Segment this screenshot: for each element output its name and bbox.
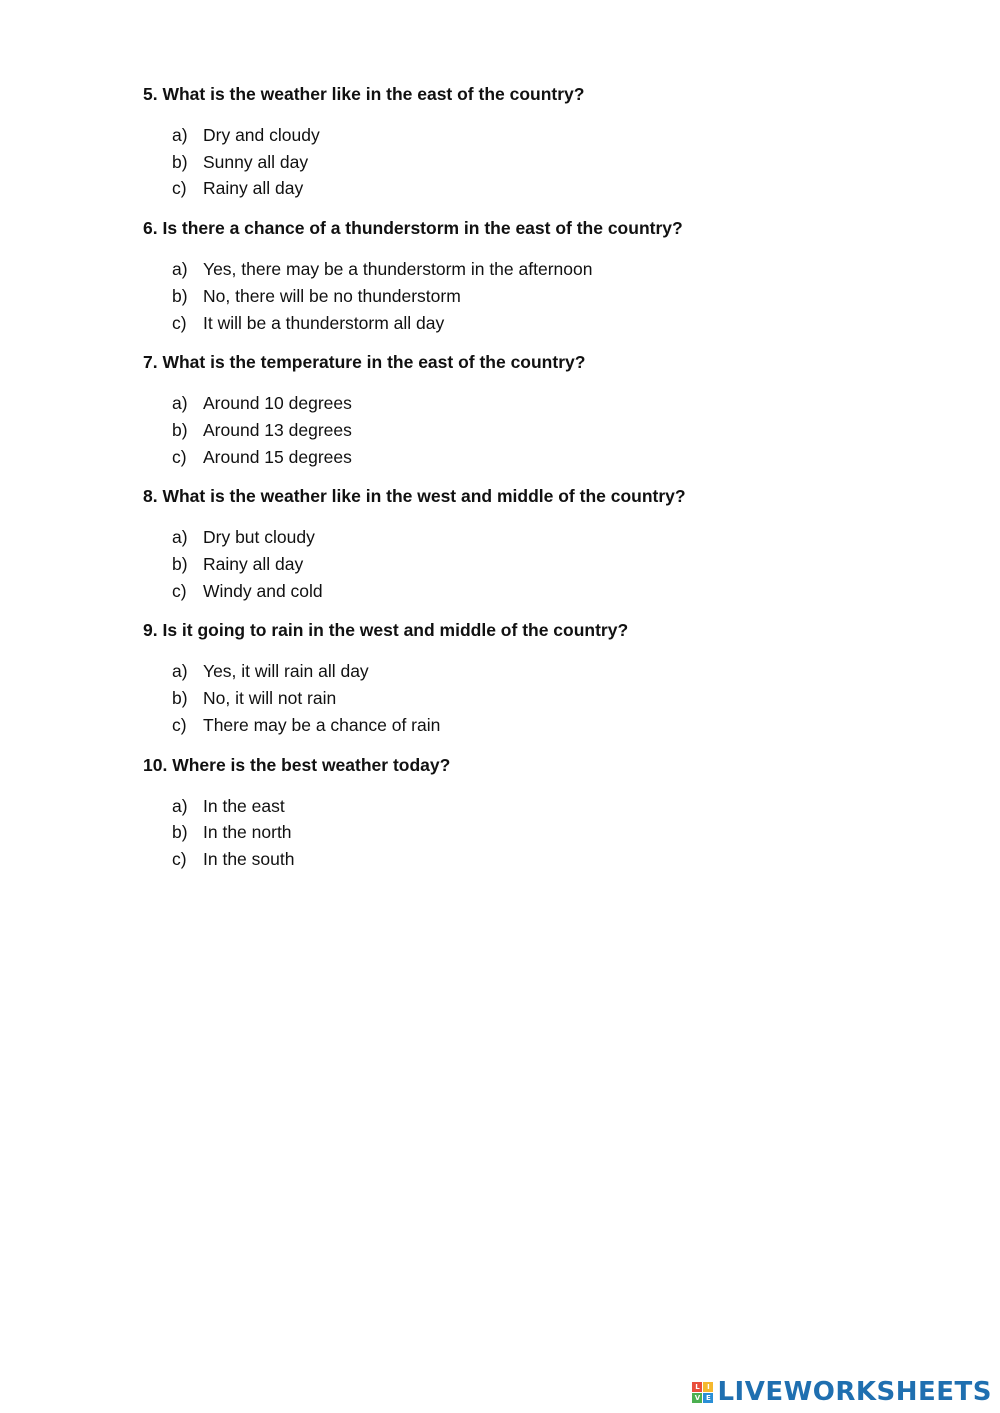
logo-letter-i: I — [703, 1382, 713, 1392]
option-letter: a) — [172, 393, 188, 414]
option-text: There may be a chance of rain — [203, 714, 441, 735]
question-7 — [143, 350, 943, 470]
option-text: Windy and cold — [203, 580, 323, 601]
option-text: Around 13 degrees — [203, 419, 352, 440]
option-text: Rainy all day — [203, 554, 304, 575]
option-letter: b) — [172, 822, 188, 843]
brand-name: LIVEWORKSHEETS — [717, 1377, 992, 1407]
answer-options — [143, 122, 943, 202]
option-text: Yes, there may be a thunderstorm in the afternoon — [203, 259, 593, 280]
question-title: 6. Is there a chance of a thunderstorm in the east of the country? — [143, 218, 683, 239]
answer-options — [143, 256, 943, 336]
question-title: 10. Where is the best weather today? — [143, 754, 451, 775]
option-text: It will be a thunderstorm all day — [203, 312, 445, 333]
option-letter: a) — [172, 527, 188, 548]
question-title: 8. What is the weather like in the west and middle of the country? — [143, 486, 686, 507]
option-text: No, there will be no thunderstorm — [203, 285, 461, 306]
option-letter: c) — [172, 580, 187, 601]
answer-option[interactable] — [143, 283, 943, 310]
logo-letter-v: V — [692, 1393, 702, 1403]
question-10 — [143, 753, 943, 873]
logo-mark-icon — [692, 1382, 713, 1403]
question-8 — [143, 484, 943, 604]
option-letter: b) — [172, 151, 188, 172]
question-title: 5. What is the weather like in the east of the country? — [143, 84, 585, 104]
answer-option[interactable] — [143, 175, 943, 202]
answer-option[interactable] — [143, 551, 943, 578]
question-5 — [143, 82, 943, 202]
option-text: Dry but cloudy — [203, 527, 315, 548]
answer-option[interactable] — [143, 149, 943, 176]
option-text: In the south — [203, 848, 295, 869]
option-text: Around 15 degrees — [203, 446, 352, 467]
option-letter: b) — [172, 419, 188, 440]
option-letter: c) — [172, 714, 187, 735]
option-text: Rainy all day — [203, 178, 304, 199]
answer-option[interactable] — [143, 793, 943, 820]
option-text: Sunny all day — [203, 151, 309, 172]
option-letter: a) — [172, 259, 188, 280]
answer-options — [143, 390, 943, 470]
answer-option[interactable] — [143, 712, 943, 739]
option-text: In the north — [203, 822, 292, 843]
option-text: Yes, it will rain all day — [203, 661, 369, 682]
question-title: 7. What is the temperature in the east of the country? — [143, 352, 586, 373]
answer-option[interactable] — [143, 846, 943, 873]
answer-option[interactable] — [143, 578, 943, 605]
answer-option[interactable] — [143, 819, 943, 846]
question-6 — [143, 216, 943, 336]
option-letter: c) — [172, 848, 187, 869]
question-9 — [143, 618, 943, 738]
option-letter: a) — [172, 661, 188, 682]
option-text: In the east — [203, 795, 285, 816]
option-letter: b) — [172, 285, 188, 306]
option-text: Dry and cloudy — [203, 125, 320, 145]
answer-option[interactable] — [143, 310, 943, 337]
answer-option[interactable] — [143, 658, 943, 685]
logo-letter-e: E — [703, 1393, 713, 1403]
logo-letter-l: L — [692, 1382, 702, 1392]
option-letter: a) — [172, 125, 188, 145]
answer-options — [143, 524, 943, 604]
worksheet — [143, 82, 943, 873]
option-letter: c) — [172, 178, 187, 199]
answer-option[interactable] — [143, 256, 943, 283]
option-text: No, it will not rain — [203, 688, 337, 709]
answer-option[interactable] — [143, 417, 943, 444]
answer-options — [143, 793, 943, 873]
answer-option[interactable] — [143, 524, 943, 551]
answer-option[interactable] — [143, 444, 943, 471]
option-letter: c) — [172, 312, 187, 333]
answer-option[interactable] — [143, 122, 943, 149]
answer-options — [143, 658, 943, 738]
option-text: Around 10 degrees — [203, 393, 352, 414]
option-letter: b) — [172, 688, 188, 709]
option-letter: a) — [172, 795, 188, 816]
option-letter: b) — [172, 554, 188, 575]
option-letter: c) — [172, 446, 187, 467]
liveworksheets-logo — [692, 1377, 992, 1407]
answer-option[interactable] — [143, 390, 943, 417]
answer-option[interactable] — [143, 685, 943, 712]
question-title: 9. Is it going to rain in the west and middle of the country? — [143, 620, 629, 641]
